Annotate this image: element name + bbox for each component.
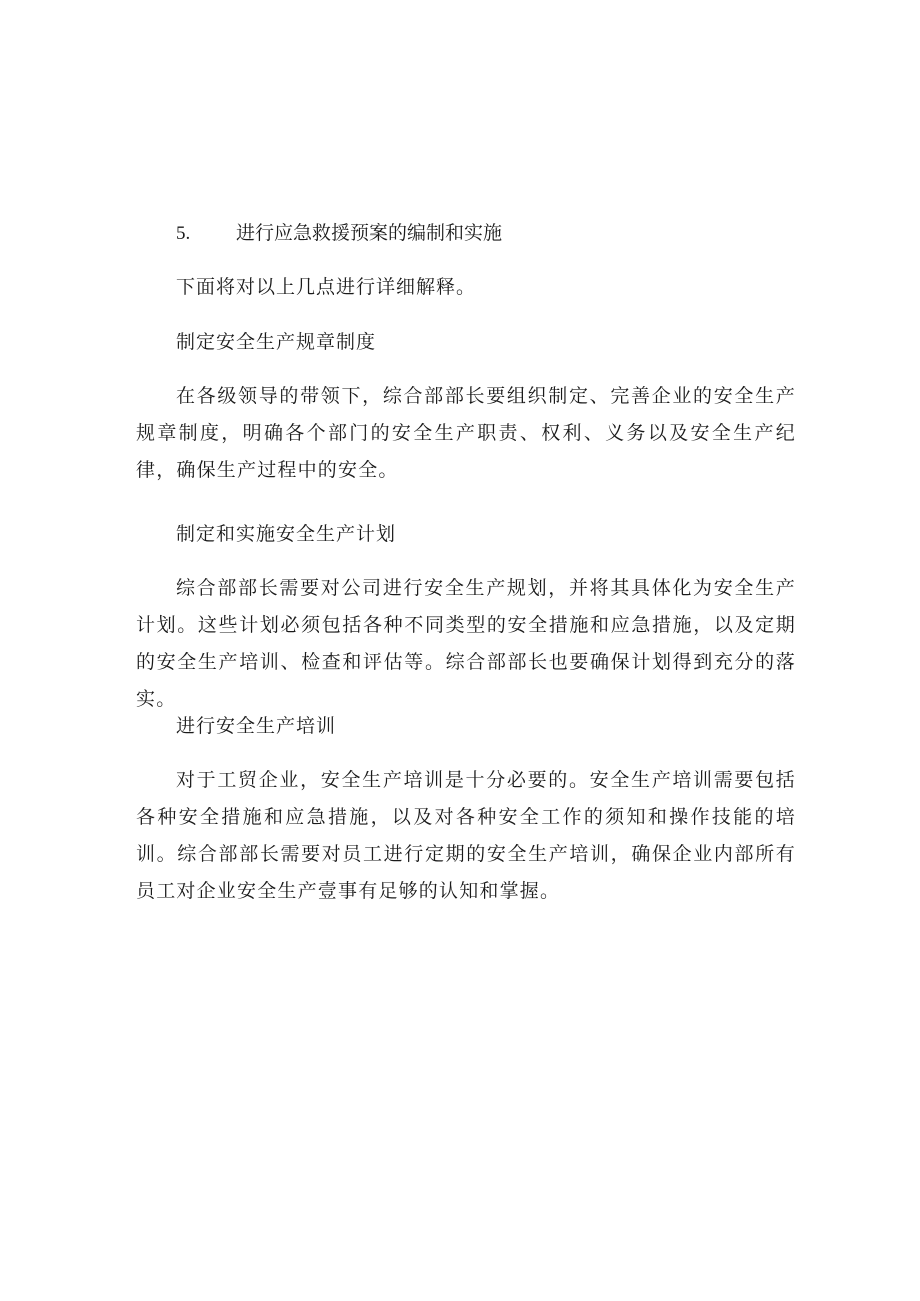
section-heading-training: 进行安全生产培训 xyxy=(176,715,337,737)
list-item-number: 5. xyxy=(176,223,191,244)
section-body-training: 对于工贸企业，安全生产培训是十分必要的。安全生产培训需要包括各种安全措施和应急措施，以及对各种安全工作的须知和操作技能的培训。综合部部长需要对员工进行定期的安全生产培训，确保企业内部所有员工对企业安全生产壹事有足够的认知和掌握。 xyxy=(136,769,796,902)
section-heading-regulations: 制定安全生产规章制度 xyxy=(176,331,377,353)
section-heading-plan: 制定和实施安全生产计划 xyxy=(176,523,397,545)
list-item-5 xyxy=(176,219,502,248)
list-item-text: 进行应急救援预案的编制和实施 xyxy=(236,222,503,244)
section-body-plan: 综合部部长需要对公司进行安全生产规划，并将其具体化为安全生产计划。这些计划必须包括各种不同类型的安全措施和应急措施，以及定期的安全生产培训、检查和评估等。综合部部长也要确保计划得到充分的落实。 xyxy=(136,577,796,710)
section-body-regulations: 在各级领导的带领下，综合部部长要组织制定、完善企业的安全生产规章制度，明确各个部门的安全生产职责、权利、义务以及安全生产纪律，确保生产过程中的安全。 xyxy=(136,385,796,481)
intro-line: 下面将对以上几点进行详细解释。 xyxy=(176,276,477,298)
